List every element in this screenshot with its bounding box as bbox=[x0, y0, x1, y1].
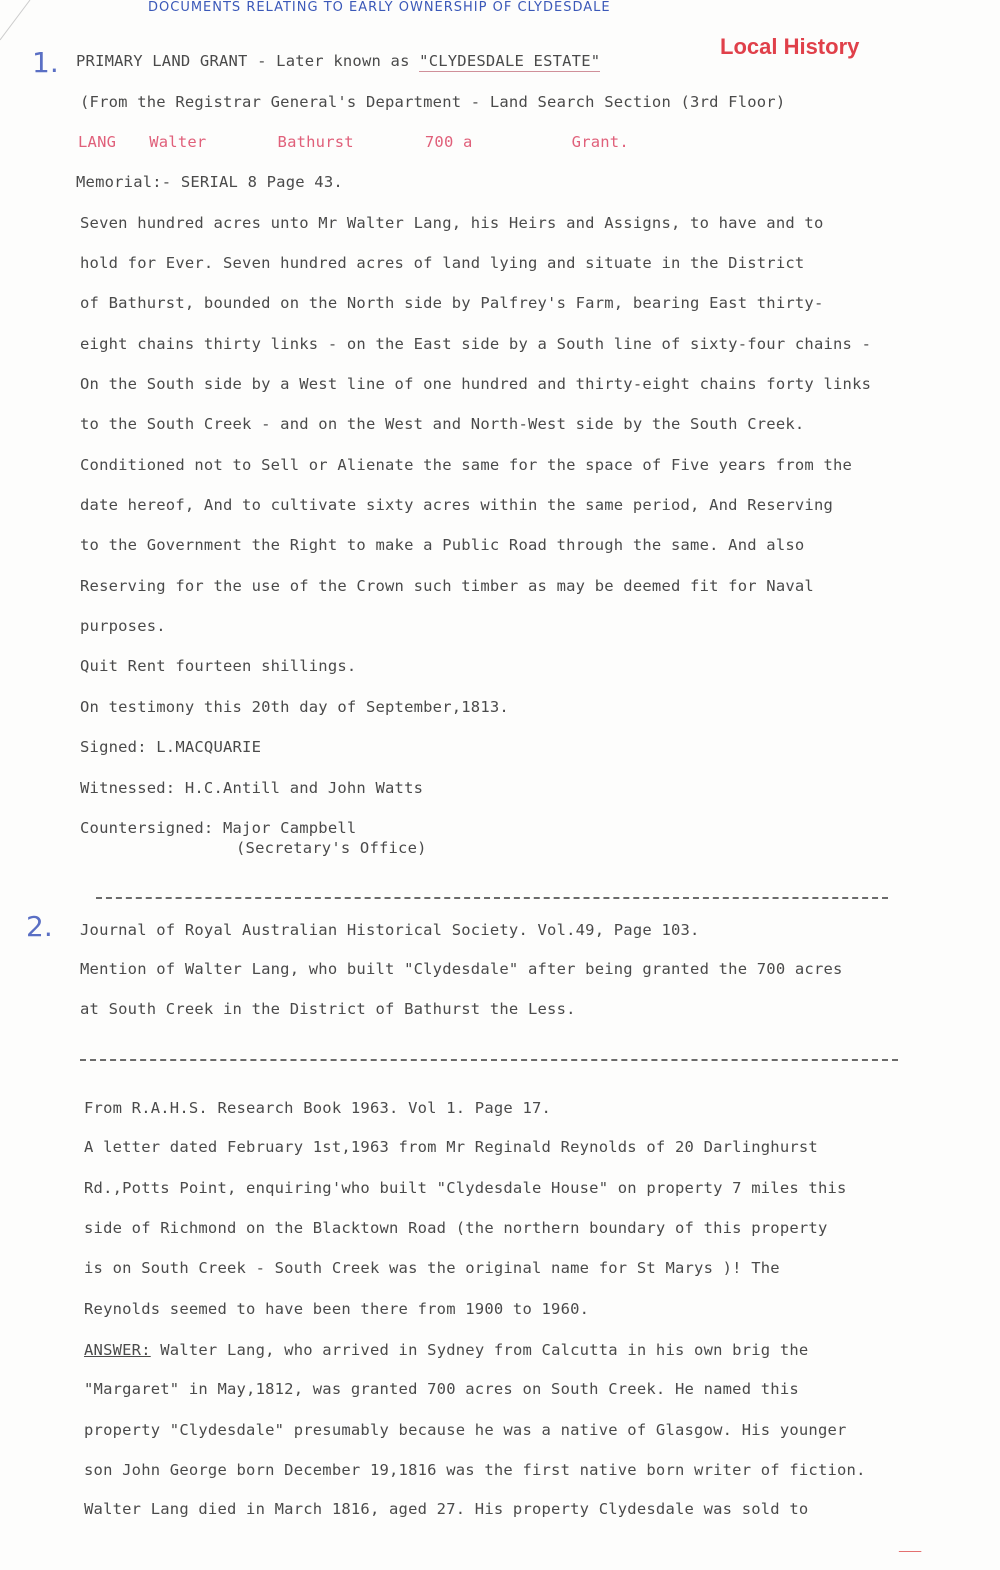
grant-row bbox=[78, 133, 629, 151]
body-line: Reserving for the use of the Crown such timber as may be deemed fit for Naval bbox=[80, 577, 814, 595]
grant-given-name: Walter bbox=[149, 133, 207, 151]
answer-line: property "Clydesdale" presumably because he was a native of Glasgow. His younger bbox=[84, 1421, 847, 1439]
letter-line: A letter dated February 1st,1963 from Mr Reginald Reynolds of 20 Darlinghurst bbox=[84, 1138, 818, 1156]
letter-line: Rd.,Potts Point, enquiring'who built "Clydesdale House" on property 7 miles this bbox=[84, 1179, 847, 1197]
answer-line: "Margaret" in May,1812, was granted 700 acres on South Creek. He named this bbox=[84, 1380, 799, 1398]
answer-label: ANSWER: bbox=[84, 1341, 151, 1359]
answer-line: Walter Lang died in March 1816, aged 27. His property Clydesdale was sold to bbox=[84, 1500, 809, 1518]
letter-line: is on South Creek - South Creek was the original name for St Marys )! The bbox=[84, 1259, 780, 1277]
journal-line: Mention of Walter Lang, who built "Clydesdale" after being granted the 700 acres bbox=[80, 960, 843, 978]
heading-text: PRIMARY LAND GRANT - Later known as bbox=[76, 52, 420, 70]
grant-acres: 700 a bbox=[424, 133, 473, 151]
section-2-number: 2. bbox=[26, 910, 53, 943]
body-line: On the South side by a West line of one hundred and thirty-eight chains forty links bbox=[80, 375, 872, 393]
journal-line: at South Creek in the District of Bathurst the Less. bbox=[80, 1000, 576, 1018]
local-history-stamp: Local History bbox=[720, 34, 860, 59]
letter-line: side of Richmond on the Blacktown Road (the northern boundary of this property bbox=[84, 1219, 828, 1237]
section-divider bbox=[96, 897, 888, 899]
answer-text: Walter Lang, who arrived in Sydney from Calcutta in his own brig the bbox=[150, 1341, 809, 1359]
section-divider bbox=[80, 1059, 898, 1061]
body-line: date hereof, And to cultivate sixty acres within the same period, And Reserving bbox=[80, 496, 834, 514]
body-line: of Bathurst, bounded on the North side by Palfrey's Farm, bearing East thirty- bbox=[80, 294, 824, 312]
body-line: Seven hundred acres unto Mr Walter Lang, his Heirs and Assigns, to have and to bbox=[80, 214, 824, 232]
body-line: to the Government the Right to make a Public Road through the same. And also bbox=[80, 536, 805, 554]
research-book-source: From R.A.H.S. Research Book 1963. Vol 1. Page 17. bbox=[84, 1099, 552, 1117]
testimony-line: On testimony this 20th day of September,1813. bbox=[80, 698, 509, 716]
countersigned-line: Countersigned: Major Campbell bbox=[80, 819, 357, 837]
answer-line bbox=[84, 1341, 808, 1359]
signed-line: Signed: L.MACQUARIE bbox=[80, 738, 262, 756]
handwritten-title: DOCUMENTS RELATING TO EARLY OWNERSHIP OF CLYDESDALE bbox=[148, 0, 611, 15]
countersigned-office: (Secretary's Office) bbox=[236, 839, 427, 857]
grant-district: Bathurst bbox=[277, 133, 354, 151]
memorial-line: Memorial:- SERIAL 8 Page 43. bbox=[76, 173, 343, 191]
journal-line: Journal of Royal Australian Historical Society. Vol.49, Page 103. bbox=[80, 921, 700, 939]
answer-line: son John George born December 19,1816 was the first native born writer of fiction. bbox=[84, 1461, 866, 1479]
body-line: purposes. bbox=[80, 617, 166, 635]
quit-rent-line: Quit Rent fourteen shillings. bbox=[80, 657, 357, 675]
estate-name: "CLYDESDALE ESTATE" bbox=[419, 52, 601, 70]
witnessed-line: Witnessed: H.C.Antill and John Watts bbox=[80, 779, 424, 797]
body-line: to the South Creek - and on the West and North-West side by the South Creek. bbox=[80, 415, 805, 433]
corner-mark: ⸺ bbox=[898, 1543, 922, 1559]
section-1-number: 1. bbox=[32, 46, 59, 79]
body-line: eight chains thirty links - on the East side by a South line of sixty-four chains - bbox=[80, 335, 872, 353]
registrar-source: (From the Registrar General's Department - Land Search Section (3rd Floor) bbox=[80, 93, 786, 111]
grant-type: Grant. bbox=[571, 133, 629, 151]
section-1-heading bbox=[76, 52, 600, 70]
body-line: hold for Ever. Seven hundred acres of land lying and situate in the District bbox=[80, 254, 805, 272]
letter-line: Reynolds seemed to have been there from 1900 to 1960. bbox=[84, 1300, 590, 1318]
grant-surname: LANG bbox=[78, 133, 117, 151]
body-line: Conditioned not to Sell or Alienate the same for the space of Five years from the bbox=[80, 456, 853, 474]
